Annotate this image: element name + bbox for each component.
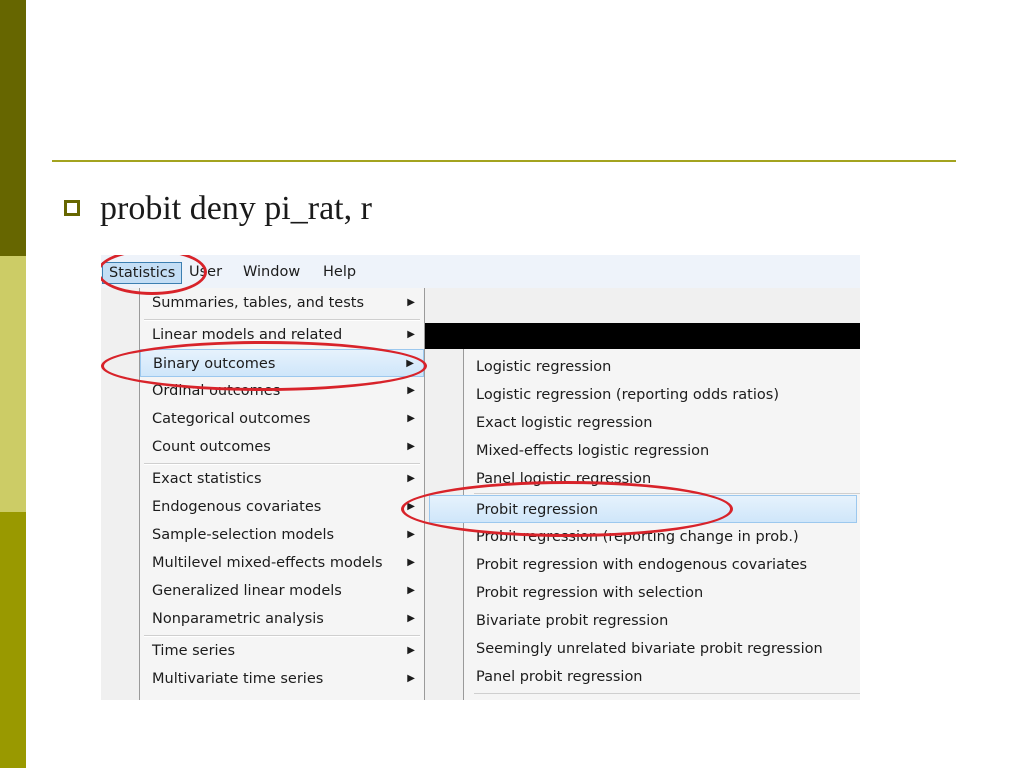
menu-item-label: Count outcomes	[152, 439, 271, 455]
menu-item-label: Time series	[152, 643, 236, 659]
submenu-arrow-icon: ▶	[407, 557, 415, 568]
decorative-bar-middle	[0, 256, 26, 512]
menu-item-count-outcomes[interactable]	[140, 433, 424, 461]
menu-item-label: Endogenous covariates	[152, 499, 322, 515]
submenu-arrow-icon: ▶	[407, 529, 415, 540]
submenu-arrow-icon: ▶	[406, 358, 414, 369]
menu-item-multilevel-mixed[interactable]	[140, 549, 424, 577]
menu-item-ordinal-outcomes[interactable]	[140, 377, 424, 405]
submenu-arrow-icon: ▶	[407, 297, 415, 308]
menu-item-label: Multivariate time series	[152, 671, 324, 687]
menu-window[interactable]: Window	[243, 264, 301, 280]
menu-separator	[474, 693, 860, 694]
menu-item-label: Bivariate probit regression	[476, 613, 669, 629]
menu-item-endogenous-covariates[interactable]	[140, 493, 424, 521]
submenu-arrow-icon: ▶	[407, 613, 415, 624]
menu-item-mixed-effects-logistic[interactable]	[464, 437, 860, 465]
title-rule	[52, 160, 956, 162]
menu-item-exact-statistics[interactable]	[140, 465, 424, 493]
menu-item-label: Nonparametric analysis	[152, 611, 324, 627]
menu-statistics[interactable]: Statistics	[102, 262, 182, 284]
submenu-arrow-icon: ▶	[407, 673, 415, 684]
menu-item-probit-change-prob[interactable]	[464, 523, 860, 551]
menu-item-label: Probit regression with endogenous covariates	[476, 557, 808, 573]
menu-item-label: Probit regression	[476, 502, 599, 518]
submenu-arrow-icon: ▶	[407, 585, 415, 596]
decorative-bar-bottom	[0, 512, 26, 768]
submenu-arrow-icon: ▶	[407, 501, 415, 512]
menu-item-probit-selection[interactable]	[464, 579, 860, 607]
menu-item-logistic-regression[interactable]	[464, 353, 860, 381]
menu-item-summaries[interactable]	[140, 289, 424, 317]
menu-item-multivariate-time-series[interactable]	[140, 665, 424, 693]
menu-item-seemingly-unrelated-probit[interactable]	[464, 635, 860, 663]
menu-item-label: Multilevel mixed-effects models	[152, 555, 383, 571]
menu-item-label: Exact logistic regression	[476, 415, 653, 431]
menu-item-label: Sample-selection models	[152, 527, 335, 543]
menu-item-label: Seemingly unrelated bivariate probit regression	[476, 641, 823, 657]
menu-item-label: Probit regression with selection	[476, 585, 704, 601]
menu-item-logistic-odds-ratios[interactable]	[464, 381, 860, 409]
binary-outcomes-submenu	[463, 349, 860, 700]
submenu-arrow-icon: ▶	[407, 473, 415, 484]
submenu-arrow-icon: ▶	[407, 645, 415, 656]
menu-item-label: Ordinal outcomes	[152, 383, 281, 399]
menu-item-label: Probit regression (reporting change in prob.)	[476, 529, 799, 545]
statistics-menu	[139, 288, 425, 700]
app-background	[423, 288, 860, 323]
menu-separator	[474, 493, 860, 494]
menu-item-label: Summaries, tables, and tests	[152, 295, 364, 311]
menu-item-label: Exact statistics	[152, 471, 262, 487]
menu-item-bivariate-probit[interactable]	[464, 607, 860, 635]
menu-user[interactable]: User	[189, 264, 223, 280]
menu-item-label: Logistic regression	[476, 359, 612, 375]
stata-screenshot	[101, 255, 860, 700]
submenu-arrow-icon: ▶	[407, 441, 415, 452]
menu-item-label: Generalized linear models	[152, 583, 342, 599]
menu-item-time-series[interactable]	[140, 637, 424, 665]
menu-item-generalized-linear[interactable]	[140, 577, 424, 605]
submenu-arrow-icon: ▶	[407, 385, 415, 396]
submenu-arrow-icon: ▶	[407, 329, 415, 340]
toolbar-band	[423, 323, 860, 349]
menu-item-sample-selection[interactable]	[140, 521, 424, 549]
menu-item-label: Mixed-effects logistic regression	[476, 443, 710, 459]
menu-item-label: Categorical outcomes	[152, 411, 311, 427]
menu-item-label: Logistic regression (reporting odds ratios)	[476, 387, 779, 403]
menu-item-panel-logistic[interactable]	[464, 465, 860, 493]
menu-item-probit-endogenous[interactable]	[464, 551, 860, 579]
menu-item-label: Linear models and related	[152, 327, 343, 343]
menu-item-panel-probit[interactable]	[464, 663, 860, 691]
submenu-arrow-icon: ▶	[407, 413, 415, 424]
menu-item-categorical-outcomes[interactable]	[140, 405, 424, 433]
menu-help[interactable]: Help	[323, 264, 357, 280]
menu-item-label: Binary outcomes	[153, 356, 276, 372]
menu-item-linear-models[interactable]	[140, 321, 424, 349]
command-text: probit deny pi_rat, r	[100, 190, 372, 227]
menu-item-nonparametric[interactable]	[140, 605, 424, 633]
menu-item-label: Panel probit regression	[476, 669, 643, 685]
menu-item-binary-outcomes[interactable]	[140, 349, 424, 377]
square-bullet-icon	[64, 200, 80, 216]
menu-bar	[101, 255, 860, 288]
decorative-bar-top	[0, 0, 26, 256]
menu-item-exact-logistic[interactable]	[464, 409, 860, 437]
menu-item-label: Panel logistic regression	[476, 471, 652, 487]
menu-item-probit-regression[interactable]	[429, 495, 857, 523]
